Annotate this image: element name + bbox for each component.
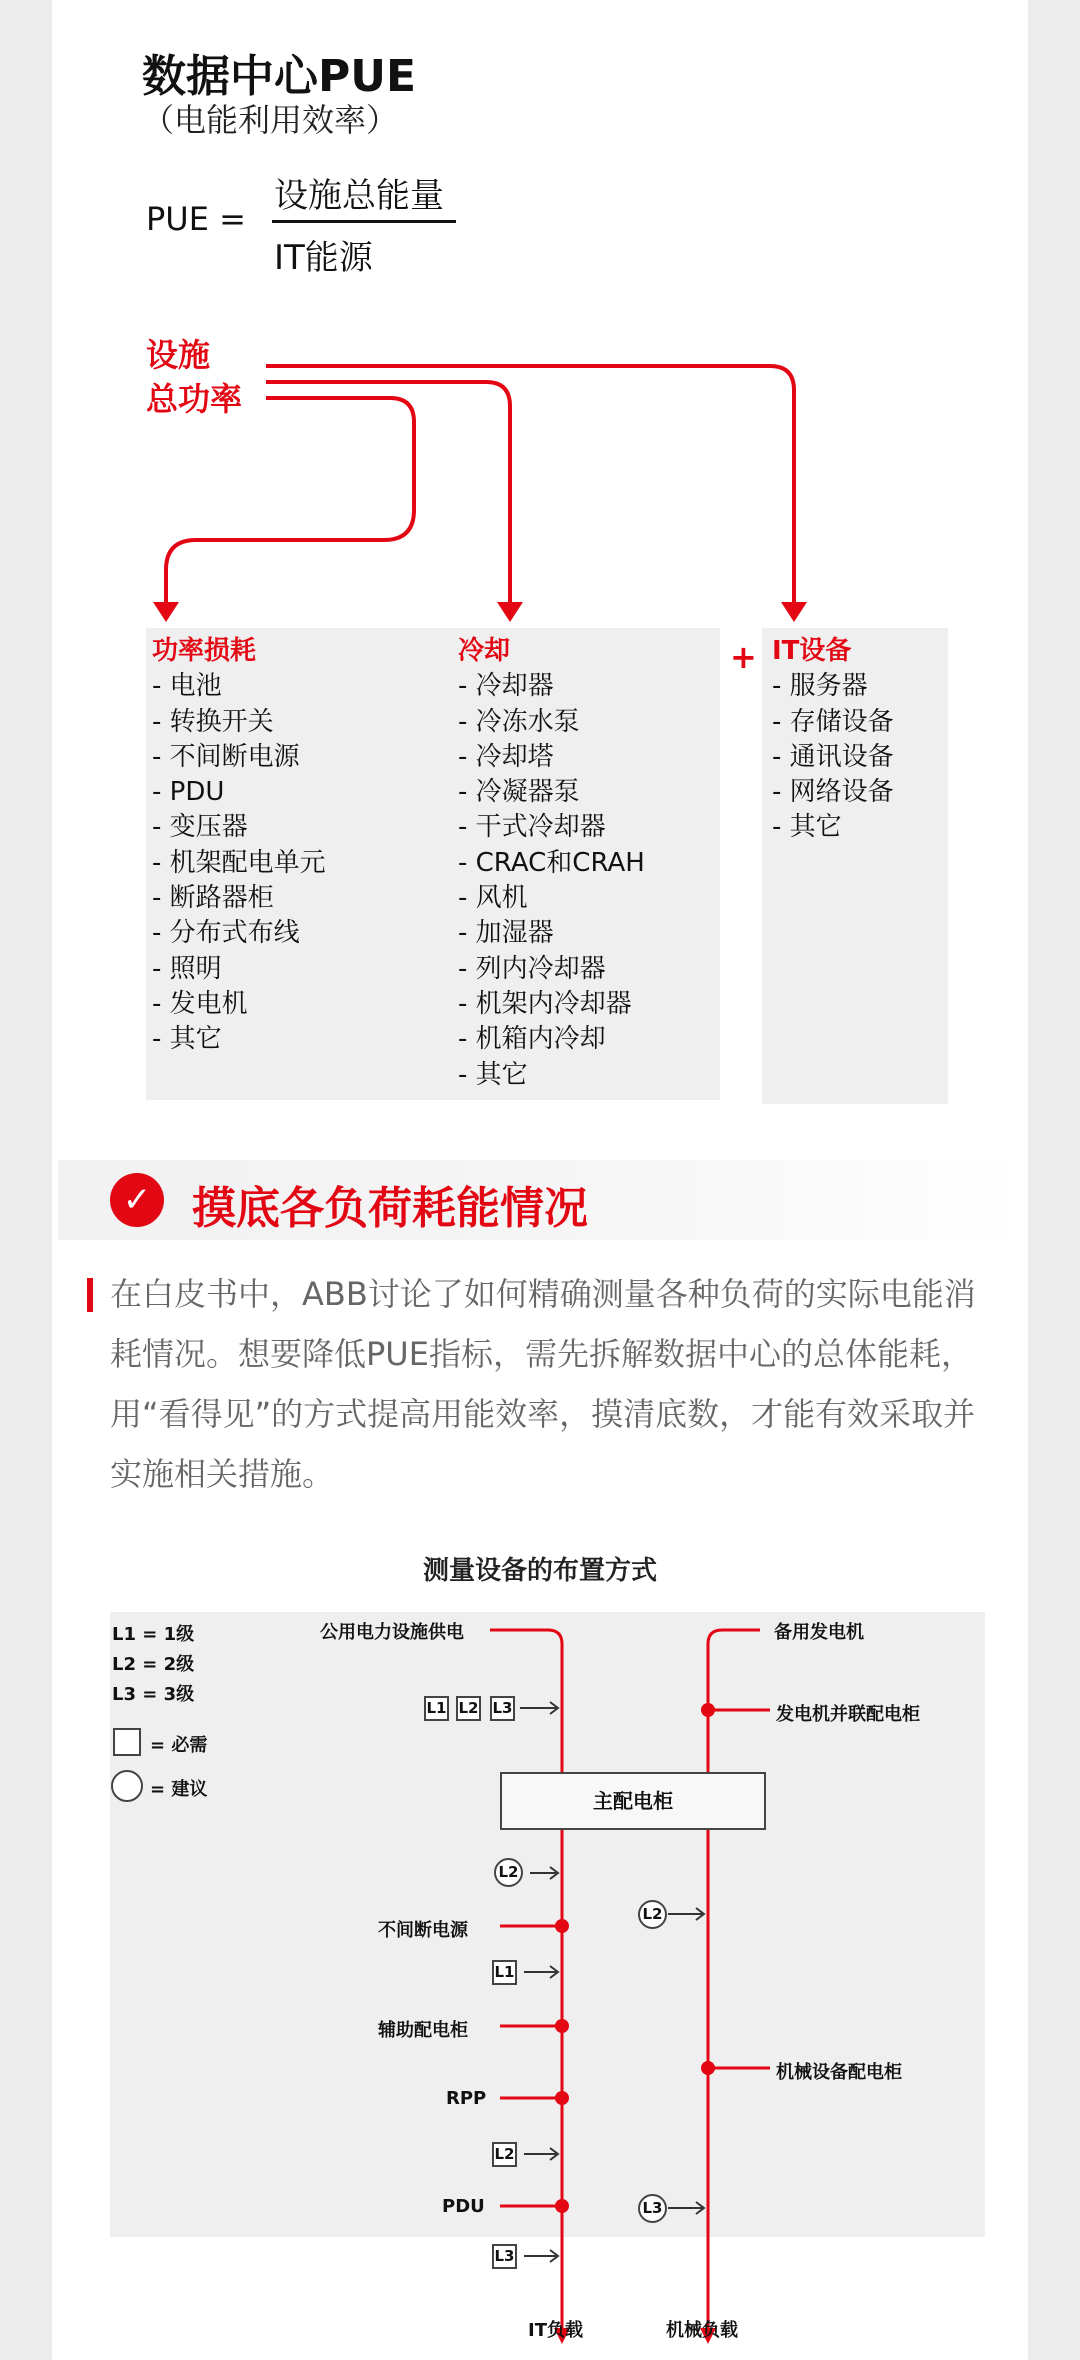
- meter-circle-l2: L2: [494, 1858, 523, 1887]
- list-item: - 机架内冷却器: [458, 988, 632, 1019]
- list-item: - 列内冷却器: [458, 953, 606, 984]
- power-loss-heading: 功率损耗: [152, 636, 257, 666]
- legend-level-2: L2 = 2级: [112, 1654, 195, 1675]
- legend-required: = 必需: [150, 1735, 208, 1756]
- list-item: - 其它: [458, 1059, 528, 1090]
- it-equipment-heading: IT设备: [772, 636, 852, 666]
- legend-suggested: = 建议: [150, 1779, 208, 1800]
- pue-denominator: IT能源: [274, 238, 373, 278]
- list-item: - 冷冻水泵: [458, 706, 580, 737]
- list-item: - 分布式布线: [152, 918, 300, 949]
- total-power-label-line2: 总功率: [146, 380, 243, 418]
- list-item: - 其它: [772, 812, 842, 843]
- diagram-title: 测量设备的布置方式: [422, 1556, 657, 1586]
- pue-numerator: 设施总能量: [274, 176, 444, 216]
- total-power-label-line1: 设施: [146, 336, 211, 374]
- pdu-label: PDU: [442, 2196, 485, 2217]
- pue-equation-label: PUE =: [146, 200, 246, 238]
- list-item: - 通讯设备: [772, 741, 894, 772]
- cooling-heading: 冷却: [458, 636, 511, 666]
- meter-box-l3: L3: [492, 2244, 517, 2269]
- plus-sign: +: [730, 638, 757, 676]
- list-item: - PDU: [152, 777, 225, 808]
- utility-supply-label: 公用电力设施供电: [320, 1622, 464, 1643]
- list-item: - 风机: [458, 883, 528, 914]
- rpp-label: RPP: [446, 2088, 487, 2109]
- list-item: - 冷却塔: [458, 741, 554, 772]
- meter-circle-l3: L3: [638, 2194, 667, 2223]
- mech-panel-label: 机械设备配电柜: [776, 2062, 902, 2083]
- list-item: - 服务器: [772, 671, 868, 702]
- article-paragraph: 在白皮书中，ABB讨论了如何精确测量各种负荷的实际电能消耗情况。想要降低PUE指标，需先拆解数据中心的总体能耗，用“看得见”的方式提高用能效率，摸清底数，才能有效采取并实施相关措施。: [110, 1275, 976, 1493]
- meter-box-l3: L3: [490, 1696, 515, 1721]
- it-load-label: IT负载: [528, 2320, 583, 2341]
- meter-circle-l2: L2: [638, 1900, 667, 1929]
- checkmark-icon: ✓: [110, 1173, 164, 1227]
- list-item: - 不间断电源: [152, 741, 300, 772]
- meter-box-l2: L2: [492, 2142, 517, 2167]
- list-item: - 机箱内冷却: [458, 1024, 606, 1055]
- main-distribution-panel: 主配电柜: [500, 1772, 766, 1830]
- list-item: - 干式冷却器: [458, 812, 606, 843]
- aux-panel-label: 辅助配电柜: [378, 2020, 468, 2041]
- meter-box-l1: L1: [424, 1696, 449, 1721]
- ups-label: 不间断电源: [378, 1920, 468, 1941]
- list-item: - 冷却器: [458, 671, 554, 702]
- pue-subtitle: （电能利用效率）: [142, 101, 399, 139]
- list-item: - 变压器: [152, 812, 248, 843]
- mech-load-label: 机械负载: [666, 2320, 738, 2341]
- pue-title: 数据中心PUE: [142, 51, 417, 102]
- meter-box-l2: L2: [456, 1696, 481, 1721]
- legend-level-3: L3 = 3级: [112, 1684, 195, 1705]
- backup-generator-label: 备用发电机: [774, 1622, 864, 1643]
- legend-level-1: L1 = 1级: [112, 1624, 195, 1645]
- list-item: - 加湿器: [458, 918, 554, 949]
- list-item: - 发电机: [152, 988, 248, 1019]
- meter-box-l1: L1: [492, 1960, 517, 1985]
- list-item: - 转换开关: [152, 706, 274, 737]
- section-title: 摸底各负荷耗能情况: [192, 1183, 588, 1234]
- list-item: - CRAC和CRAH: [458, 847, 645, 878]
- list-item: - 照明: [152, 953, 222, 984]
- list-item: - 其它: [152, 1024, 222, 1055]
- list-item: - 冷凝器泵: [458, 777, 580, 808]
- list-item: - 机架配电单元: [152, 847, 326, 878]
- list-item: - 存储设备: [772, 706, 894, 737]
- list-item: - 断路器柜: [152, 883, 274, 914]
- generator-parallel-panel-label: 发电机并联配电柜: [776, 1704, 920, 1725]
- list-item: - 网络设备: [772, 777, 894, 808]
- list-item: - 电池: [152, 671, 222, 702]
